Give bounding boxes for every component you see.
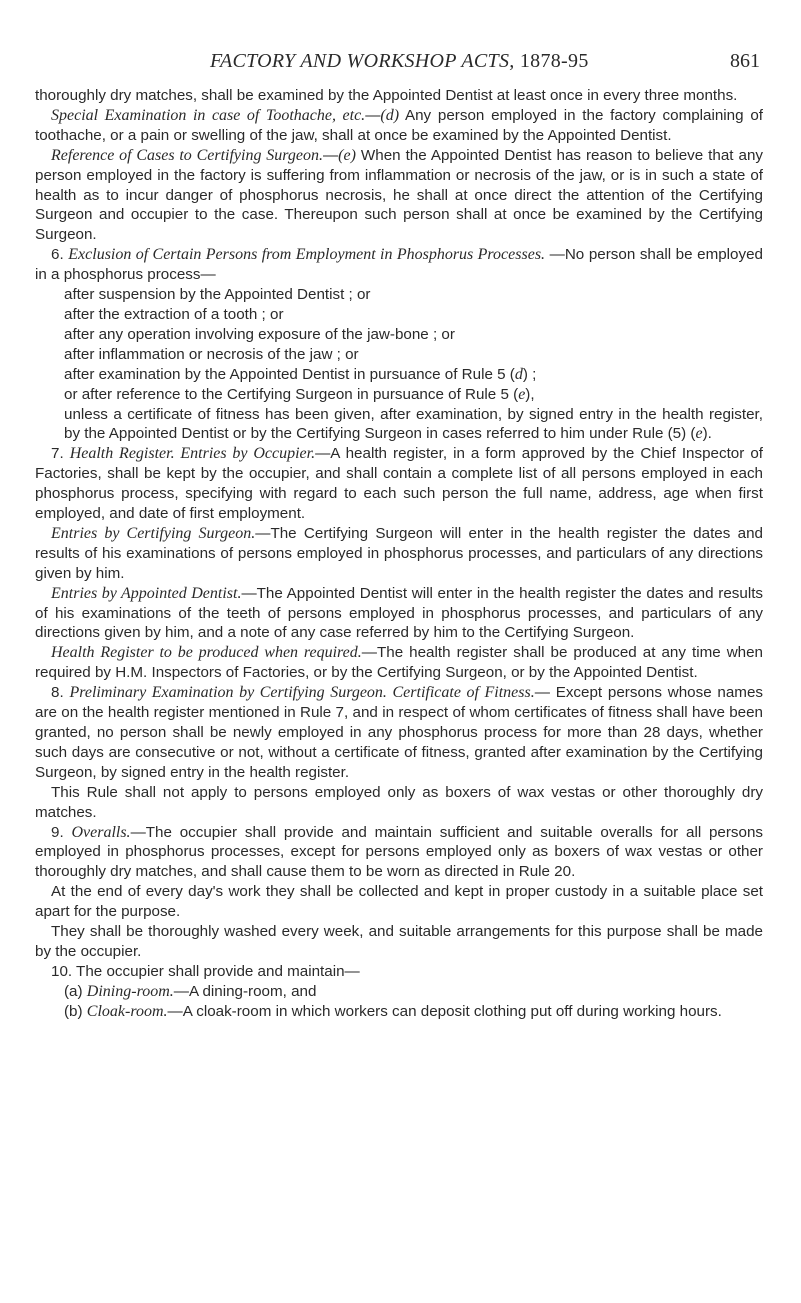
rule10-item-b-body: —A cloak-room in which workers can deposit clothing put off during working hours. [167, 1002, 722, 1020]
rule5e-paragraph: Reference of Cases to Certifying Surgeon.—(e) When the Appointed Dentist has reason to believe that any person employed in the factory is suffering from inflammation or necrosis of the jaw, or is in such a state of health as to incur danger of phosphorus necrosis, he shall at once direct the attention of the Certifying Surgeon and occupier to the case. Thereupon such person shall at once be examined by the Certifying Surgeon. [35, 146, 763, 244]
rule5d-heading: Special Examination in case of Toothache, etc. [51, 106, 366, 124]
rule6-intro: —No person shall be employed in a phosphorus process— [35, 246, 763, 284]
rule10-item-b-letter: (b) [64, 1002, 83, 1020]
rule10-item-a-heading: Dining-room. [86, 982, 174, 1000]
rule6-condition-1: after suspension by the Appointed Dentist ; or [64, 286, 371, 304]
page-body [35, 86, 763, 1022]
rule8-number: 8. [51, 684, 64, 702]
rule6-number: 6. [51, 246, 64, 264]
rule10-intro: 10. The occupier shall provide and maintain— [51, 962, 360, 980]
rule9-collection-paragraph: At the end of every day's work they shall be collected and kept in proper custody in a suitable place set apart for the purpose. [35, 883, 763, 921]
running-head [210, 50, 760, 74]
rule9-body: —The occupier shall provide and maintain sufficient and suitable overalls for all persons employed in phosphorus processes, except for persons employed only as boxers of wax vestas or other thoroughly dry matches, and shall cause them to be worn as directed in Rule 20. [35, 823, 763, 881]
rule6-unless-end: ). [702, 425, 712, 443]
rule6-heading: Exclusion of Certain Persons from Employment in Phosphorus Processes. [68, 246, 546, 264]
entries-surgeon-heading: Entries by Certifying Surgeon. [51, 524, 256, 542]
rule10-item-cloak-room [64, 1002, 763, 1022]
running-title-text: FACTORY AND WORKSHOP ACTS, [210, 50, 515, 72]
rule10-item-b-heading: Cloak-room. [86, 1002, 168, 1020]
rule6-unless-clause [64, 405, 763, 445]
rule6-condition-6 [64, 385, 763, 405]
entries-dentist-body: —The Appointed Dentist will enter in the health register the dates and results of his examinations of the teeth of persons employed in phosphorus processes, and particulars of any directions given by him, and a note of any case referred by him to the Certifying Surgeon. [35, 584, 764, 642]
entries-surgeon-body: —The Certifying Surgeon will enter in the health register the dates and results of his examinations of persons employed in phosphorus processes, and particulars of any directions given by him. [35, 524, 763, 582]
rule9-heading: Overalls. [71, 823, 131, 841]
rule6-condition-5 [64, 365, 763, 385]
rule6-unless-text: unless a certificate of fitness has been given, after examination, by signed entry in the health register, by the Appointed Dentist or by the Certifying Surgeon in cases referred to him under Rule (5) ( [64, 405, 763, 443]
rule6-paragraph [35, 245, 763, 285]
rule10-items [35, 982, 763, 1022]
rule5e-letter: (e) [338, 146, 356, 164]
rule5d-letter: (d) [380, 106, 400, 124]
rule5e-heading: Reference of Cases to Certifying Surgeon. [51, 146, 323, 164]
rule6-condition-6-text: or after reference to the Certifying Surgeon in pursuance of Rule 5 ( [64, 385, 519, 403]
rule10-item-a-body: —A dining-room, and [173, 982, 317, 1000]
continued-paragraph: thoroughly dry matches, shall be examined by the Appointed Dentist at least once in every three months. [35, 87, 738, 104]
rule6-condition-5-text: after examination by the Appointed Dentist in pursuance of Rule 5 ( [64, 365, 515, 383]
rule6-condition-2: after the extraction of a tooth ; or [64, 305, 284, 323]
rule9-number: 9. [51, 823, 64, 841]
register-produced-heading: Health Register to be produced when required. [51, 644, 362, 662]
rule5e-body: When the Appointed Dentist has reason to believe that any person employed in the factory is suffering from inflammation or necrosis of the jaw, or is in such a state of health as to incur danger of phosphorus necrosis, he shall at once direct the attention of the Certifying Surgeon and occupier to the case. Thereupon such person shall at once be examined by the Certifying Surgeon. [35, 146, 763, 244]
rule8-body: — Except persons whose names are on the health register mentioned in Rule 7, and in respect of whom certificates of fitness shall have been granted, no person shall be newly employed in any phosphorus process for more than 28 days, whether such days are consecutive or not, without a certificate of fitness, granted after examination by the Certifying Surgeon, by signed entry in the health register. [35, 684, 764, 781]
rule9-washing-paragraph: They shall be thoroughly washed every week, and suitable arrangements for this purpose shall be made by the occupier. [35, 923, 763, 960]
rule7-number: 7. [51, 445, 64, 463]
rule5d-paragraph: Special Examination in case of Toothache, etc.—(d) Any person employed in the factory complaining of toothache, or a pain or swelling of the jaw, shall at once be examined by the Appointed Dentist. [35, 106, 764, 144]
running-title [210, 50, 589, 73]
rule7-heading: Health Register. Entries by Occupier. [69, 445, 316, 463]
rule10-item-dining-room [64, 982, 763, 1002]
rule6-unless-letter: e [695, 425, 703, 443]
rule6-conditions [35, 285, 763, 444]
rule8-paragraph [35, 683, 763, 783]
rule7-paragraph [35, 444, 763, 524]
rule6-condition-4: after inflammation or necrosis of the jaw ; or [64, 345, 359, 363]
entries-dentist-paragraph [35, 584, 763, 644]
page-number: 861 [730, 50, 760, 72]
rule8-heading: Preliminary Examination by Certifying Surgeon. Certificate of Fitness. [69, 684, 535, 702]
register-produced-body: —The health register shall be produced at any time when required by H.M. Inspectors of Factories, or by the Certifying Surgeon, or by the Appointed Dentist. [35, 644, 764, 682]
rule6-condition-6-letter: e [518, 385, 526, 403]
rule9-paragraph [35, 823, 763, 883]
rule7-body: —A health register, in a form approved by the Chief Inspector of Factories, shall be kept by the occupier, and shall contain a complete list of all persons employed in each phosphorus process, specifying with regard to each such person the full name, address, age when first employed, and date of first employment. [35, 445, 763, 523]
rule6-condition-6-end: ), [525, 385, 535, 403]
register-produced-paragraph [35, 643, 763, 683]
rule5d-body: Any person employed in the factory complaining of toothache, or a pain or swelling of the jaw, shall at once be examined by the Appointed Dentist. [35, 106, 764, 144]
rule6-condition-5-letter: d [514, 365, 523, 383]
entries-dentist-heading: Entries by Appointed Dentist. [51, 584, 242, 602]
rule6-condition-3: after any operation involving exposure of the jaw-bone ; or [64, 325, 455, 343]
rule8-exception-paragraph: This Rule shall not apply to persons employed only as boxers of wax vestas or other thoroughly dry matches. [35, 783, 763, 821]
entries-surgeon-paragraph [35, 524, 763, 584]
rule10-item-a-letter: (a) [64, 982, 83, 1000]
running-title-years: 1878-95 [519, 50, 589, 72]
rule6-condition-5-end: ) ; [522, 365, 537, 383]
